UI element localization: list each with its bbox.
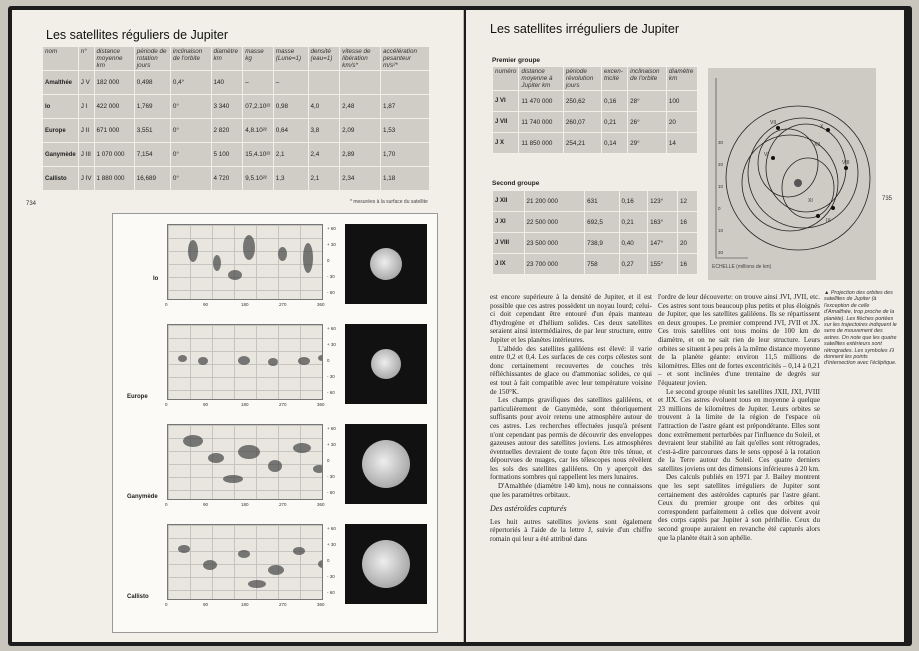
surface-map — [167, 424, 323, 500]
table-row — [493, 191, 698, 212]
table-cell: 2,34 — [340, 167, 381, 191]
table-cell: 16,689 — [134, 167, 170, 191]
dark-region — [318, 560, 323, 568]
orbit-svg — [708, 68, 876, 280]
table-cell: 3 340 — [211, 95, 243, 119]
satellite-photo — [345, 324, 427, 404]
table-cell: 12 — [678, 191, 698, 212]
table-cell: 3,8 — [308, 119, 340, 143]
y-tick-label: + 30 — [327, 442, 336, 447]
y-tick-label: - 60 — [327, 590, 335, 595]
column-header: période révolution jours — [563, 67, 601, 91]
table-cell: 2,1 — [273, 143, 308, 167]
table-cell: 28° — [628, 91, 667, 112]
satellite-photo — [345, 524, 427, 604]
column-header: accélération pesanteur m/s²* — [381, 47, 430, 71]
column-header: n° — [78, 47, 94, 71]
table-cell: 5 100 — [211, 143, 243, 167]
table-cell: 2,09 — [340, 119, 381, 143]
page-title: Les satellites réguliers de Jupiter — [46, 28, 229, 42]
left-page — [12, 10, 464, 642]
dark-region — [228, 270, 242, 280]
satellite-map-row — [113, 322, 437, 418]
table-cell: 3,551 — [134, 119, 170, 143]
table-cell: – — [243, 71, 274, 95]
group1-table — [492, 66, 698, 154]
table-row — [493, 133, 698, 154]
satellite-label: Europe — [127, 394, 148, 400]
x-tick-label: 90 — [203, 602, 209, 607]
y-tick-label: + 60 — [327, 226, 336, 231]
dark-region — [203, 560, 217, 570]
table-cell: 758 — [585, 254, 619, 275]
table-row — [493, 91, 698, 112]
dark-region — [268, 565, 284, 575]
table-row — [43, 143, 430, 167]
table-cell: 1 070 000 — [94, 143, 134, 167]
dark-region — [223, 475, 243, 483]
table-cell: J II — [78, 119, 94, 143]
table-cell: 29° — [628, 133, 667, 154]
dark-region — [298, 357, 310, 365]
table-cell: 182 000 — [94, 71, 134, 95]
table-cell: 7,154 — [134, 143, 170, 167]
table-cell: 2,48 — [340, 95, 381, 119]
satellite-number: J VI — [493, 91, 519, 112]
section-heading: Des astéroïdes capturés — [490, 504, 567, 514]
table-cell: 0,98 — [273, 95, 308, 119]
surface-map — [167, 524, 323, 600]
satellite-label: Io — [153, 276, 159, 282]
satellite-disc — [371, 349, 401, 379]
table-cell: 0,21 — [601, 112, 627, 133]
paragraph: Des calculs publiés en 1971 par J. Bailey montrent que les sept satellites irréguliers de Jupiter sont certainement des astéroïdes capturés par l'astre géant. Ceux du premier groupe ont des orbites qui correspondent parfaitement à celles que doivent avoir des corps captés par Jupiter à son périhélie. Ceux du second groupe auraient en revanche été capturés alors que la planète était à son aphélie. — [658, 473, 820, 542]
table-cell: 0,64 — [273, 119, 308, 143]
right-page — [466, 10, 904, 642]
table-cell: 155° — [648, 254, 678, 275]
table-row — [493, 212, 698, 233]
table-cell: 147° — [648, 233, 678, 254]
table-footnote: * mesurées à la surface du satellite — [350, 199, 428, 205]
column-header: densité (eau=1) — [308, 47, 340, 71]
axis-tick: 20 — [718, 250, 724, 255]
table-cell: 4 720 — [211, 167, 243, 191]
table-cell: 4,8.10²² — [243, 119, 274, 143]
table-cell: 140 — [211, 71, 243, 95]
column-header: inclinaison de l'orbite — [628, 67, 667, 91]
dark-region — [293, 443, 311, 453]
table-row — [43, 167, 430, 191]
table-cell: 1 880 000 — [94, 167, 134, 191]
x-tick-label: 0 — [165, 502, 168, 507]
satellite-disc — [362, 440, 410, 488]
dark-region — [248, 580, 266, 588]
satellite-number: J XI — [493, 212, 525, 233]
table-row — [493, 112, 698, 133]
dark-region — [178, 355, 187, 362]
x-tick-label: 0 — [165, 402, 168, 407]
table-cell: J IV — [78, 167, 94, 191]
text-column-1 — [490, 293, 652, 638]
table-cell: 0,498 — [134, 71, 170, 95]
x-tick-label: 270 — [279, 302, 287, 307]
table-cell: 07,2.10²² — [243, 95, 274, 119]
dark-region — [243, 235, 255, 260]
table-cell: 16 — [678, 254, 698, 275]
axis-tick: 20 — [718, 162, 724, 167]
x-tick-label: 360 — [317, 502, 325, 507]
table-cell: 123° — [648, 191, 678, 212]
table-cell: 21 200 000 — [524, 191, 585, 212]
y-tick-label: - 60 — [327, 490, 335, 495]
dark-region — [178, 545, 190, 553]
table-cell: J V — [78, 71, 94, 95]
group1-label: Premier groupe — [492, 57, 541, 64]
y-tick-label: + 60 — [327, 526, 336, 531]
table-cell: 1,87 — [381, 95, 430, 119]
surface-map — [167, 224, 323, 300]
column-header: masse kg — [243, 47, 274, 71]
satellite-number: J VII — [493, 112, 519, 133]
orbit-label: XI — [808, 198, 813, 204]
table-row — [493, 233, 698, 254]
paragraph: L'albédo des satellites galiléens est élevé: il varie entre 0,2 et 0,4. Les surfaces de ces corps célestes sont donc certainement recouvertes de couches très réfléchissantes de glace ou d'ammoniac solides, ce qui est tout à fait compatible avec leur température voisine de 150°K. — [490, 344, 652, 396]
x-tick-label: 180 — [241, 502, 249, 507]
y-tick-label: + 30 — [327, 542, 336, 547]
paragraph: D'Amalthée (diamètre 140 km), nous ne connaissons que les paramètres orbitaux. — [490, 482, 652, 499]
dark-region — [188, 240, 198, 262]
table-cell — [308, 71, 340, 95]
paragraph: Les huit autres satellites joviens sont également répertoriés à l'aide de la lettre J, suivie d'un chiffre romain qui leur a été attribué dans — [490, 517, 652, 544]
table-cell: J III — [78, 143, 94, 167]
table-cell: 1,53 — [381, 119, 430, 143]
table-cell: 2,4 — [308, 143, 340, 167]
satellite-photo — [345, 424, 427, 504]
table-cell: 23 500 000 — [524, 233, 585, 254]
table-cell: 0,40 — [619, 233, 648, 254]
y-tick-label: - 60 — [327, 390, 335, 395]
table-cell: 11 850 000 — [519, 133, 564, 154]
y-tick-label: - 60 — [327, 290, 335, 295]
satellite-map-row — [113, 222, 437, 318]
dark-region — [303, 243, 313, 273]
regular-satellites-table — [42, 46, 430, 191]
table-cell: 0,16 — [601, 91, 627, 112]
table-cell: 11 470 000 — [519, 91, 564, 112]
y-tick-label: - 30 — [327, 474, 335, 479]
table-cell: 16 — [678, 212, 698, 233]
page-title: Les satellites irréguliers de Jupiter — [490, 22, 679, 36]
dark-region — [208, 453, 224, 463]
dark-region — [238, 356, 250, 365]
orbit-scale-label: ECHELLE (millions de km) — [712, 264, 772, 270]
column-header: inclinaison de l'orbite — [170, 47, 211, 71]
paragraph: Le second groupe réunit les satellites JXII, JXI, JVIII et JIX. Ces astres évoluent tous en moyenne à quelque 23 millions de kilomètres de Jupiter. Leurs orbites se trouvent à la limite de la région de l'espace où l'attraction de l'astre géant est prépondérante. Elles sont donc extrêmement perturbées par l'influence du Soleil, et devraient leur stabilité au fait qu'elles sont rétrogrades, c'est-à-dire parcourues dans le sens opposé à la rotation de la Terre autour du Soleil. Ces quatre derniers satellites joviens ont des dimensions inférieures à 20 km. — [658, 387, 821, 473]
dark-region — [318, 355, 323, 361]
column-header: numéro — [493, 67, 519, 91]
x-tick-label: 270 — [279, 502, 287, 507]
satellite-name: Callisto — [43, 167, 79, 191]
text-column-2 — [658, 293, 820, 638]
x-tick-label: 0 — [165, 302, 168, 307]
table-cell: 0,14 — [601, 133, 627, 154]
column-header: nom — [43, 47, 79, 71]
table-cell: 0,16 — [619, 191, 648, 212]
satellite-name: Amalthée — [43, 71, 79, 95]
table-cell: 738,9 — [585, 233, 619, 254]
table-cell: 631 — [585, 191, 619, 212]
table-cell — [381, 71, 430, 95]
y-tick-label: + 60 — [327, 326, 336, 331]
table-cell: 2,1 — [308, 167, 340, 191]
satellite-map-row — [113, 522, 437, 618]
dark-region — [268, 460, 282, 472]
page-number: 734 — [26, 201, 37, 207]
dark-region — [293, 547, 305, 555]
orbit-diagram — [708, 68, 876, 280]
table-cell: 0° — [170, 143, 211, 167]
column-header: diamètre km — [666, 67, 697, 91]
table-cell: 422 000 — [94, 95, 134, 119]
y-tick-label: - 30 — [327, 574, 335, 579]
y-tick-label: + 60 — [327, 426, 336, 431]
axis-tick: 10 — [718, 184, 724, 189]
column-header: masse (Lune=1) — [273, 47, 308, 71]
dark-region — [198, 357, 208, 365]
table-cell: 11 740 000 — [519, 112, 564, 133]
table-cell: 0,4° — [170, 71, 211, 95]
orbit-caption: ▲ Projection des orbites des satellites de Jupiter (à l'exception de celle d'Amalthée, trop proche de la planète). Les flèches portées sur les trajectoires indiquent le sens de mouvement des astres. On note que les quatre satellites extérieurs sont rétrogrades. Les symboles ☊ donnent les points d'intersection avec l'écliptique. — [824, 290, 897, 367]
axis-tick: 0 — [718, 206, 721, 211]
table-row — [43, 119, 430, 143]
paragraph: l'ordre de leur découverte: on trouve ainsi JVI, JVII, etc. Ces astres sont tous beaucoup plus petits et plus éloignés de Jupiter, que les satellites galiléens. Ils se répartissent en deux groupes. Le premier comprend JVI, JVII et JX. Ces trois satellites ont tous moins de 100 km de diamètre, et on ne sait rien de leur structure. Leurs orbites se situent à peu près à la même distance moyenne de la planète géante: environ 11,5 millions de kilomètres. Elles ont de fortes excentricités – 0,14 à 0,21 – et sont inclinées d'une trentaine de degrés sur l'équateur jovien. — [658, 293, 820, 387]
x-tick-label: 0 — [165, 602, 168, 607]
orbit-label: X — [820, 124, 824, 130]
satellite-number: J X — [493, 133, 519, 154]
y-tick-label: 0 — [327, 258, 330, 263]
table-cell: 260,07 — [563, 112, 601, 133]
dark-region — [268, 358, 278, 366]
x-tick-label: 180 — [241, 402, 249, 407]
dark-region — [213, 255, 221, 271]
x-tick-label: 180 — [241, 602, 249, 607]
table-cell: 163° — [648, 212, 678, 233]
dark-region — [278, 247, 287, 261]
page-number: 735 — [882, 196, 893, 202]
axis-tick: 30 — [718, 140, 724, 145]
table-cell: 671 000 — [94, 119, 134, 143]
table-cell: 26° — [628, 112, 667, 133]
table-cell: 20 — [678, 233, 698, 254]
table-cell: 692,5 — [585, 212, 619, 233]
y-tick-label: - 30 — [327, 274, 335, 279]
column-header: excen-tricité — [601, 67, 627, 91]
x-tick-label: 360 — [317, 302, 325, 307]
satellite-name: Io — [43, 95, 79, 119]
column-header: distance moyenne km — [94, 47, 134, 71]
y-tick-label: + 30 — [327, 342, 336, 347]
x-tick-label: 360 — [317, 602, 325, 607]
table-row — [43, 71, 430, 95]
table-cell — [340, 71, 381, 95]
table-cell: 22 500 000 — [524, 212, 585, 233]
table-cell: 0° — [170, 167, 211, 191]
table-cell: – — [273, 71, 308, 95]
table-row — [493, 254, 698, 275]
table-cell: 2 820 — [211, 119, 243, 143]
y-tick-label: 0 — [327, 558, 330, 563]
table-cell: 20 — [666, 112, 697, 133]
satellite-name: Europe — [43, 119, 79, 143]
column-header: diamètre km — [211, 47, 243, 71]
orbit-label: XII — [814, 142, 821, 148]
y-tick-label: - 30 — [327, 374, 335, 379]
satellite-label: Callisto — [127, 594, 149, 600]
dark-region — [313, 465, 323, 473]
satellite-photo — [345, 224, 427, 304]
y-tick-label: 0 — [327, 458, 330, 463]
orbit-label: VII — [770, 120, 777, 126]
table-cell: 0,21 — [619, 212, 648, 233]
satellite-number: J XII — [493, 191, 525, 212]
x-tick-label: 270 — [279, 602, 287, 607]
table-cell: 0,27 — [619, 254, 648, 275]
satellite-number: J IX — [493, 254, 525, 275]
table-cell: J I — [78, 95, 94, 119]
table-cell: 9,5.10²² — [243, 167, 274, 191]
table-cell: 1,769 — [134, 95, 170, 119]
dark-region — [238, 550, 250, 558]
paragraph: Les champs gravifiques des satellites galiléens, et particulièrement de Ganymède, sont théoriquement suffisants pour avoir retenu une atmosphère autour de ces astres. Les recherches effectuées jusqu'à présent n'ont cependant pas permis de découvrir des enveloppes gazeuses autour des satellites joviens. Les atmosphères éventuelles devraient de toute façon être très ténue, et dépourvues de nuages, car les télescopes nous révèlent les sols des satellites galiléens. On y aperçoit des formations sombres qui rappellent les mers lunaires. — [490, 396, 652, 482]
x-tick-label: 90 — [203, 502, 209, 507]
orbit-label: IX — [826, 218, 831, 224]
orbit-label: VI — [764, 152, 769, 158]
table-cell: 1,70 — [381, 143, 430, 167]
table-cell: 0° — [170, 119, 211, 143]
column-header: distance moyenne à Jupiter km — [519, 67, 564, 91]
satellite-map-row — [113, 422, 437, 518]
table-cell: 250,62 — [563, 91, 601, 112]
surface-map — [167, 324, 323, 400]
table-cell: 1,3 — [273, 167, 308, 191]
x-tick-label: 360 — [317, 402, 325, 407]
column-header: période de rotation jours — [134, 47, 170, 71]
open-book — [8, 6, 912, 646]
table-cell: 2,89 — [340, 143, 381, 167]
table-cell: 0° — [170, 95, 211, 119]
y-tick-label: 0 — [327, 358, 330, 363]
dark-region — [183, 435, 203, 447]
column-header: vitesse de libération km/s* — [340, 47, 381, 71]
x-tick-label: 90 — [203, 302, 209, 307]
y-tick-label: + 30 — [327, 242, 336, 247]
table-cell: 15,4.10²² — [243, 143, 274, 167]
x-tick-label: 90 — [203, 402, 209, 407]
table-row — [43, 95, 430, 119]
satellite-maps-figure — [112, 213, 438, 633]
x-tick-label: 180 — [241, 302, 249, 307]
table-cell: 1,18 — [381, 167, 430, 191]
table-cell: 23 700 000 — [524, 254, 585, 275]
table-cell: 254,21 — [563, 133, 601, 154]
table-cell: 4,0 — [308, 95, 340, 119]
group2-label: Second groupe — [492, 180, 540, 187]
table-cell: 100 — [666, 91, 697, 112]
group2-table — [492, 190, 698, 275]
x-tick-label: 270 — [279, 402, 287, 407]
satellite-disc — [362, 540, 410, 588]
axis-tick: 10 — [718, 228, 724, 233]
satellite-number: J VIII — [493, 233, 525, 254]
orbit-label: VIII — [842, 160, 850, 166]
satellite-name: Ganymède — [43, 143, 79, 167]
paragraph: est encore supérieure à la densité de Jupiter, et il est possible que ces astres possèdent un noyau lourd; celui-ci doit cependant être entouré d'un épais manteau d'hydrogène et d'hélium solides. Ces deux satellites seraient ainsi intermédiaires, de par leur structure, entre Jupiter et les planètes intérieures. — [490, 293, 652, 344]
dark-region — [238, 445, 260, 459]
satellite-disc — [370, 248, 402, 280]
satellite-label: Ganymède — [127, 494, 158, 500]
table-cell: 14 — [666, 133, 697, 154]
